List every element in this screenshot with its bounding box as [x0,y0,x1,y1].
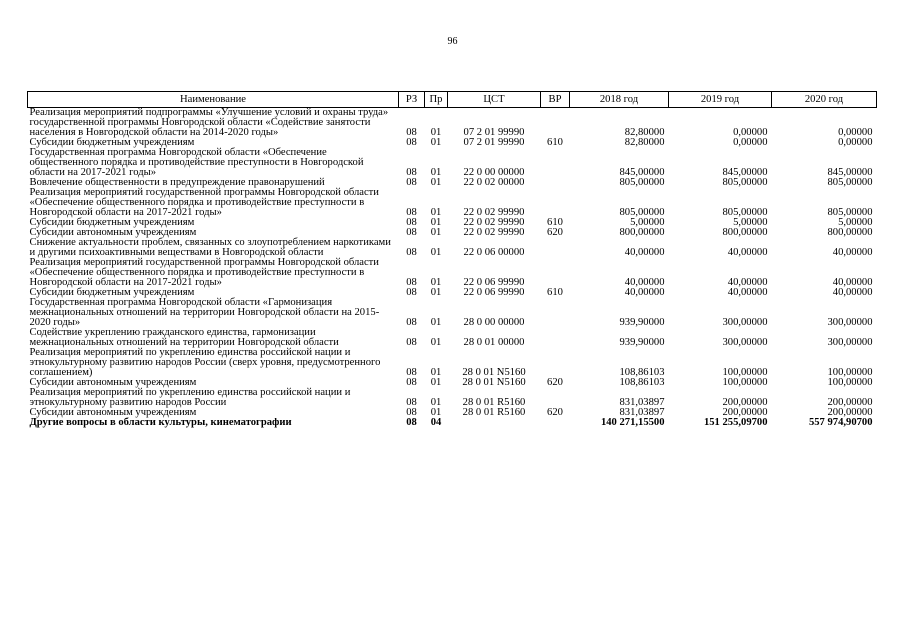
row-name: Субсидии бюджетным учреждениям [29,287,195,298]
row-pr: 01 [430,177,442,188]
row-name: Субсидии бюджетным учреждениям [29,217,195,228]
row-cst: 22 0 06 99990 [463,277,525,288]
row-rz: 08 [406,317,417,328]
row-value-2018: 805,00000 [619,207,665,218]
row-value-2019: 100,00000 [722,367,768,378]
row-name: Государственная программа Новгородской области «Гармонизация межнациональных отношений на территории Новгородской области на 2015-2020 годы» [29,297,380,328]
row-cst: 28 0 00 00000 [463,317,525,328]
row-value-2018: 82,80000 [624,137,665,148]
row-vr [541,348,570,378]
row-rz: 08 [406,367,417,378]
row-cst: 07 2 01 99990 [463,127,525,138]
row-value-2018: 939,90000 [619,317,665,328]
row-vr: 610 [547,217,563,228]
row-name: Государственная программа Новгородской области «Обеспечение общественного порядка и противодействие преступности в Новгородской области на 2017-2021 годы» [29,147,364,178]
table-row [28,298,877,328]
row-vr: 610 [547,137,563,148]
row-value-2020: 100,00000 [827,377,873,388]
row-name: Реализация мероприятий подпрограммы «Улучшение условий и охраны труда» государственной программы Новгородской области «Содействие занятости населения в Новгородской области на 2014-2020 годы» [29,107,389,138]
row-pr: 01 [430,407,442,418]
row-cst: 22 0 02 99990 [463,227,525,238]
row-value-2018: 40,00000 [624,277,665,288]
row-value-2020: 0,00000 [838,127,873,138]
row-value-2019: 300,00000 [722,317,768,328]
row-vr: 610 [547,287,563,298]
row-rz: 08 [406,137,417,148]
row-rz: 08 [406,377,417,388]
row-rz: 08 [406,207,417,218]
row-cst: 28 0 01 R5160 [462,397,526,408]
row-name: Субсидии автономным учреждениям [29,227,197,238]
col-header-name: Наименование [28,92,399,108]
row-value-2019: 100,00000 [722,377,768,388]
row-name: Реализация мероприятий по укреплению единства российской нации и этнокультурному развитию народов России [29,387,351,408]
row-value-2018: 40,00000 [624,247,665,258]
row-value-2020: 805,00000 [827,177,873,188]
table-header-row [28,92,877,108]
row-name: Реализация мероприятий государственной программы Новгородской области «Обеспечение общественного порядка и противодействие преступности в Новгородской области на 2017-2021 годы» [29,187,379,218]
row-pr: 01 [430,367,442,378]
row-value-2018: 831,03897 [619,397,665,408]
row-value-2019: 800,00000 [722,227,768,238]
row-cst: 22 0 02 99990 [463,217,525,228]
row-value-2019: 40,00000 [727,287,768,298]
table-row [28,238,877,258]
row-value-2019: 5,00000 [733,217,768,228]
row-value-2018: 82,80000 [624,127,665,138]
row-value-2020: 300,00000 [827,337,873,348]
row-cst: 22 0 00 00000 [463,167,525,178]
row-name: Вовлечение общественности в предупреждение правонарушений [29,177,325,188]
row-value-2018: 939,90000 [619,337,665,348]
row-vr [541,388,570,408]
col-header-rz: РЗ [399,92,425,108]
row-vr [541,328,570,348]
row-value-2019: 805,00000 [722,207,768,218]
row-value-2020: 5,00000 [838,217,873,228]
row-value-2018: 5,00000 [630,217,665,228]
row-value-2020: 100,00000 [827,367,873,378]
col-header-2019: 2019 год [669,92,772,108]
row-vr [541,418,570,428]
row-pr: 01 [430,207,442,218]
table-row [28,258,877,288]
row-value-2020: 200,00000 [827,397,873,408]
table-row [28,328,877,348]
row-rz: 08 [406,217,417,228]
row-rz: 08 [406,127,417,138]
row-vr [541,298,570,328]
row-value-2020: 800,00000 [827,227,873,238]
row-value-2018: 845,00000 [619,167,665,178]
row-value-2018: 140 271,15500 [600,417,665,428]
row-pr: 01 [430,127,442,138]
row-rz: 08 [406,177,417,188]
row-value-2019: 805,00000 [722,177,768,188]
row-rz: 08 [406,167,417,178]
row-pr: 01 [430,217,442,228]
row-name: Субсидии бюджетным учреждениям [29,137,195,148]
table-row [28,418,877,428]
row-vr [541,148,570,178]
row-value-2019: 200,00000 [722,407,768,418]
row-rz: 08 [406,247,417,258]
row-name: Реализация мероприятий государственной программы Новгородской области «Обеспечение общественного порядка и противодействие преступности в Новгородской области на 2017-2021 годы» [29,257,379,288]
row-rz: 08 [406,287,417,298]
row-value-2018: 800,00000 [619,227,665,238]
row-cst: 22 0 06 99990 [463,287,525,298]
row-vr [541,188,570,218]
row-value-2019: 40,00000 [727,277,768,288]
table-row [28,348,877,378]
row-rz: 08 [406,227,417,238]
row-vr: 620 [547,407,563,418]
table-row [28,108,877,139]
col-header-vr: ВР [541,92,570,108]
col-header-cst: ЦСТ [448,92,541,108]
row-vr: 620 [547,227,563,238]
row-pr: 01 [430,137,442,148]
row-value-2020: 300,00000 [827,317,873,328]
row-pr: 01 [430,377,442,388]
row-cst: 28 0 01 N5160 [462,377,526,388]
row-name: Субсидии автономным учреждениям [29,377,197,388]
row-rz: 08 [406,337,417,348]
row-value-2019: 845,00000 [722,167,768,178]
row-value-2019: 0,00000 [733,137,768,148]
row-cst: 22 0 06 00000 [463,247,525,258]
row-value-2018: 831,03897 [619,407,665,418]
row-value-2019: 0,00000 [733,127,768,138]
row-cst: 28 0 01 00000 [463,337,525,348]
row-value-2018: 40,00000 [624,287,665,298]
row-pr: 01 [430,167,442,178]
row-value-2020: 845,00000 [827,167,873,178]
row-cst [448,418,541,428]
row-vr [541,238,570,258]
row-value-2018: 108,86103 [619,377,665,388]
table-row [28,148,877,178]
table-row [28,388,877,408]
row-value-2020: 0,00000 [838,137,873,148]
row-name: Снижение актуальности проблем, связанных со злоупотреблением наркотиками и другими психоактивными веществами в Новгородской области [29,237,391,258]
row-pr: 01 [430,277,442,288]
row-value-2018: 108,86103 [619,367,665,378]
row-pr: 04 [430,417,442,428]
row-name: Другие вопросы в области культуры, кинематографии [29,417,292,428]
row-cst: 22 0 02 00000 [463,177,525,188]
col-header-2020: 2020 год [772,92,877,108]
col-header-pr: Пр [425,92,448,108]
row-name: Содействие укреплению гражданского единства, гармонизации межнациональных отношений на территории Новгородской области [29,327,339,348]
page-number: 96 [447,36,458,47]
row-value-2018: 805,00000 [619,177,665,188]
row-pr: 01 [430,317,442,328]
row-value-2019: 40,00000 [727,247,768,258]
row-value-2020: 40,00000 [832,247,873,258]
budget-table [27,91,877,428]
row-rz: 08 [406,407,417,418]
row-cst: 22 0 02 99990 [463,207,525,218]
row-value-2020: 40,00000 [832,287,873,298]
row-cst: 28 0 01 R5160 [462,407,526,418]
row-cst: 07 2 01 99990 [463,137,525,148]
row-value-2020: 40,00000 [832,277,873,288]
row-pr: 01 [430,247,442,258]
row-name: Субсидии автономным учреждениям [29,407,197,418]
table-row [28,188,877,218]
row-vr [541,178,570,188]
row-vr [541,258,570,288]
row-pr: 01 [430,337,442,348]
row-value-2019: 200,00000 [722,397,768,408]
row-value-2020: 805,00000 [827,207,873,218]
row-value-2019: 300,00000 [722,337,768,348]
row-rz: 08 [406,277,417,288]
row-rz: 08 [406,417,417,428]
row-pr: 01 [430,227,442,238]
row-value-2020: 200,00000 [827,407,873,418]
row-vr [541,108,570,139]
row-name: Реализация мероприятий по укреплению единства российской нации и этнокультурному развитию народов России (сверх уровня, предусмотренного соглашением) [29,347,381,378]
col-header-2018: 2018 год [570,92,669,108]
row-cst: 28 0 01 N5160 [462,367,526,378]
row-value-2019: 151 255,09700 [703,417,768,428]
row-vr: 620 [547,377,563,388]
row-value-2020: 557 974,90700 [808,417,873,428]
row-pr: 01 [430,287,442,298]
row-pr: 01 [430,397,442,408]
row-rz: 08 [406,397,417,408]
